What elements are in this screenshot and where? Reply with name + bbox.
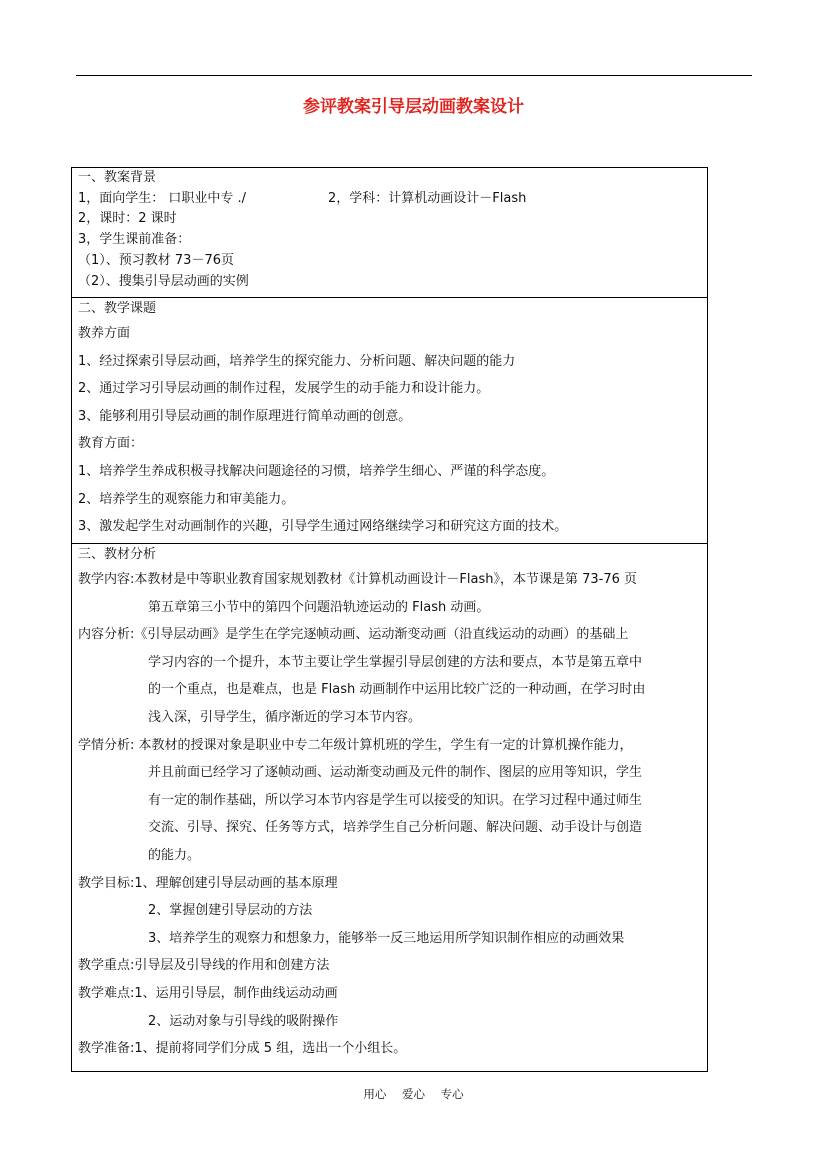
field-label: 教学准备:: [78, 1041, 135, 1057]
field-text: 交流、引导、探究、任务等方式，培养学生自己分析问题、解决问题、动手设计与创造: [148, 820, 643, 836]
target-students: 1，面向学生： 口职业中专 ./: [78, 190, 247, 206]
section-heading: 一、教案背景: [78, 170, 157, 185]
field-text: 引导层及引导线的作用和创建方法: [134, 958, 330, 974]
list-item: 2、培养学生的观察能力和审美能力。: [78, 491, 295, 507]
field-text: 学习内容的一个提升，本节主要让学生掌握引导层创建的方法和要点，本节是第五章中: [148, 654, 643, 670]
field-text: 有一定的制作基础，所以学习本节内容是学生可以接受的知识。在学习过程中通过师生: [148, 792, 643, 808]
field-label: 内容分析:: [78, 627, 135, 643]
field-text: 浅入深，引导学生，循序渐近的学习本节内容。: [148, 709, 422, 725]
field-text: 本教材的授课对象是职业中专二年级计算机班的学生，学生有一定的计算机操作能力，: [134, 737, 633, 753]
list-item: 1、培养学生养成积极寻找解决问题途径的习惯，培养学生细心、严谨的科学态度。: [78, 463, 555, 479]
header-rule: [76, 75, 752, 76]
preparation-item: （1）、预习教材 73－76页: [78, 252, 234, 268]
field-text: 第五章第三小节中的第四个问题沿轨迹运动的 Flash 动画。: [148, 599, 490, 615]
list-item: 3、能够利用引导层动画的制作原理进行简单动画的创意。: [78, 408, 412, 424]
section-heading: 三、教材分析: [78, 547, 157, 562]
field-text: 《引导层动画》是学生在学完逐帧动画、运动渐变动画（沿直线运动的动画）的基础上: [134, 627, 629, 643]
field-label: 学情分析:: [78, 737, 135, 753]
list-item: 1、经过探索引导层动画，培养学生的探究能力、分析问题、解决问题的能力: [78, 353, 516, 369]
field-text: 1、理解创建引导层动画的基本原理: [134, 875, 338, 891]
section-background: [72, 168, 707, 298]
list-item: 3、激发起学生对动画制作的兴趣，引导学生通过网络继续学习和研究这方面的技术。: [78, 519, 568, 535]
lesson-plan-table: [71, 167, 708, 1072]
page-footer: 用心 爱心 专心: [363, 1087, 464, 1101]
subject: 2，学科：计算机动画设计－Flash: [328, 190, 527, 206]
subsection-title: 教养方面: [78, 326, 131, 341]
subsection-title: 教育方面：: [78, 436, 144, 452]
field-text: 本教材是中等职业教育国家规划教材《计算机动画设计－Flash》，本节课是第 73-76 页: [134, 572, 637, 587]
field-label: 教学目标:: [78, 875, 135, 891]
field-text: 1、运用引导层，制作曲线运动动画: [134, 985, 338, 1001]
field-text: 的一个重点，也是难点，也是 Flash 动画制作中运用比较广泛的一种动画，在学习时由: [148, 682, 646, 698]
class-hours: 2，课时：2 课时: [78, 211, 177, 227]
field-text: 2、掌握创建引导层动的方法: [148, 903, 313, 919]
field-text: 2、运动对象与引导线的吸附操作: [148, 1013, 339, 1029]
field-label: 教学重点:: [78, 958, 135, 974]
student-preparation: 3，学生课前准备：: [78, 232, 191, 248]
field-text: 1、提前将同学们分成 5 组，选出一个小组长。: [134, 1041, 407, 1057]
section-material-analysis: [72, 544, 707, 1071]
section-topic: [72, 298, 707, 544]
field-text: 并且前面已经学习了逐帧动画、运动渐变动画及元件的制作、图层的应用等知识，学生: [148, 765, 643, 781]
preparation-item: （2）、搜集引导层动画的实例: [78, 273, 249, 289]
section-heading: 二、教学课题: [78, 301, 157, 316]
list-item: 2、通过学习引导层动画的制作过程，发展学生的动手能力和设计能力。: [78, 381, 490, 397]
field-label: 教学内容:: [78, 572, 135, 587]
field-text: 的能力。: [148, 847, 201, 863]
field-text: 3、培养学生的观察力和想象力，能够举一反三地运用所学知识制作相应的动画效果: [148, 930, 625, 946]
field-label: 教学难点:: [78, 985, 135, 1001]
document-title: 参评教案引导层动画教案设计: [303, 97, 524, 117]
